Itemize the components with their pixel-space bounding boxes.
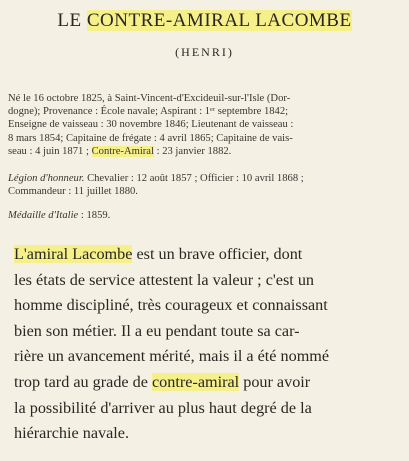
- paragraph-line: bien son métier. Il a eu pendant toute sa car-: [14, 321, 300, 340]
- paragraph-line: rière un avancement mérité, mais il a été nommé: [14, 347, 330, 366]
- medaille-line: [8, 209, 404, 222]
- paragraph-line: [14, 242, 406, 268]
- bio-line: [8, 145, 404, 158]
- bio-highlight: Contre-Amiral: [91, 145, 154, 157]
- paragraph-highlight: contre-amiral: [151, 372, 240, 391]
- bio-line: Enseigne de vaisseau : 30 novembre 1846; Lieutenant de vaisseau :: [8, 119, 294, 131]
- paragraph-text: trop tard au grade de: [14, 372, 152, 391]
- page-subtitle: (HENRI): [175, 45, 234, 59]
- legion-line: [8, 172, 404, 185]
- paragraph-text: pour avoir: [239, 372, 311, 391]
- medaille-block: [8, 209, 404, 222]
- biography-block: [8, 92, 404, 158]
- bio-text: : 23 janvier 1882.: [153, 145, 232, 157]
- paragraph-line: la possibilité d'arriver au plus haut degré de la: [14, 398, 312, 417]
- bio-line: dogne); Provenance : École navale; Aspirant : 1ᵉʳ septembre 1842;: [8, 106, 289, 118]
- title-highlight: CONTRE-AMIRAL LACOMBE: [86, 10, 352, 31]
- medaille-label: Médaille d'Italie: [8, 210, 79, 221]
- legion-line: Commandeur : 11 juillet 1880.: [8, 186, 138, 198]
- legion-block: [8, 172, 404, 198]
- page-title: [0, 10, 409, 32]
- legion-text: Chevalier : 12 août 1857 ; Officier : 10 avril 1868 ;: [84, 173, 304, 184]
- paragraph-highlight: L'amiral Lacombe: [14, 245, 133, 263]
- bio-line: 8 mars 1854; Capitaine de frégate : 4 avril 1865; Capitaine de vais-: [8, 132, 293, 144]
- title-prefix: LE: [57, 10, 87, 31]
- paragraph-line: hiérarchie navale.: [14, 424, 130, 443]
- bio-line: Né le 16 octobre 1825, à Saint-Vincent-d'Excideuil-sur-l'Isle (Dor-: [8, 93, 291, 104]
- medaille-text: : 1859.: [78, 210, 111, 221]
- paragraph-line: les états de service attestent la valeur ; c'est un: [14, 270, 315, 289]
- paragraph-line: homme discipliné, très courageux et connaissant: [14, 296, 328, 315]
- paragraph-text: est un brave officier, dont: [132, 245, 303, 263]
- bio-text: seau : 4 juin 1871 ;: [8, 145, 92, 157]
- main-paragraph: [14, 242, 406, 447]
- legion-label: Légion d'honneur.: [8, 173, 85, 184]
- paragraph-line: [14, 370, 406, 396]
